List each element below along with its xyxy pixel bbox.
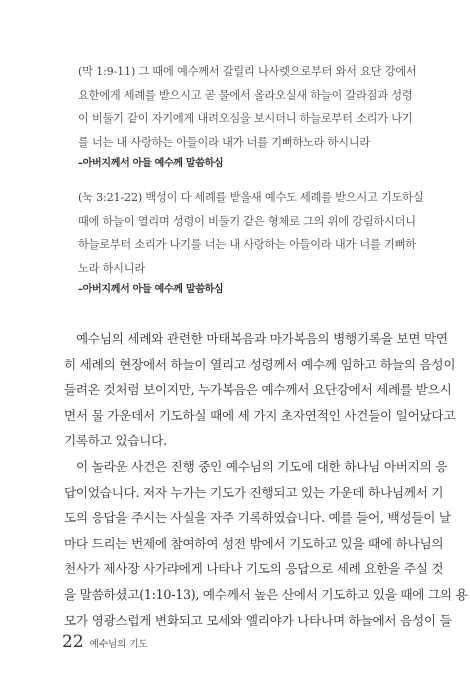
quote-line: 하늘로부터 소리가 나기를 너는 내 사랑하는 아들이라 내가 너를 기뻐하 xyxy=(78,238,416,251)
quote-line: 요한에게 세례를 받으시고 곧 물에서 올라오실새 하늘이 갈라짐과 성령 xyxy=(78,88,413,102)
quote-line: 이 비둘기 같이 자기에게 내려오심을 보시더니 하늘로부터 소리가 나기 xyxy=(78,112,413,125)
body-line: 기록하고 있습니다. xyxy=(64,433,167,449)
quote-attribution: –아버지께서 아들 예수께 말씀하심 xyxy=(78,158,224,169)
quote-line: 노라 하시니라 xyxy=(78,261,145,275)
quote-line: 를 너는 내 사랑하는 아들이라 내가 너를 기뻐하노라 하시니라 xyxy=(78,135,371,149)
body-line: 예수님의 세례와 관련한 마태복음과 마가복음의 병행기록을 보면 막연 xyxy=(76,331,448,346)
quote-attribution: –아버지께서 아들 예수께 말씀하심 xyxy=(78,284,224,295)
scripture-quote-luke xyxy=(78,186,424,300)
quote-line: (막 1:9-11) 그 때에 예수께서 갈릴리 나사렛으로부터 와서 요단 강에서 xyxy=(78,65,417,78)
running-title: 예수님의 기도 xyxy=(89,639,148,650)
body-line: 천사가 제사장 사가랴에게 나타나 기도의 응답으로 세례 요한을 주실 것 xyxy=(64,561,444,577)
scripture-quote-mark xyxy=(78,60,417,174)
page-footer xyxy=(62,632,148,652)
body-line: 도의 응답을 주시는 사실을 자주 기록하였습니다. 예를 들어, 백성들이 날 xyxy=(64,510,451,526)
body-line: 을 말씀하셨고(1:10-13), 예수께서 높은 산에서 기도하고 있을 때에 그의 용 xyxy=(64,586,468,602)
quote-line: 때에 하늘이 열리며 성령이 비둘기 같은 형체로 그의 위에 강림하시더니 xyxy=(78,214,416,228)
quote-line: (눅 3:21-22) 백성이 다 세례를 받을새 예수도 세례를 받으시고 기도하실 xyxy=(78,191,424,204)
body-line: 히 세례의 현장에서 하늘이 열리고 성령께서 예수께 임하고 하늘의 음성이 xyxy=(64,356,456,372)
body-paragraphs xyxy=(64,326,468,633)
body-line: 답이었습니다. 저자 누가는 기도가 진행되고 있는 가운데 하나님께서 기 xyxy=(64,484,444,500)
body-line: 모가 영광스럽게 변화되고 모세와 엘리야가 나타나며 하늘에서 음성이 들 xyxy=(64,612,452,628)
page-number: 22 xyxy=(62,632,84,652)
body-line: 이 놀라운 사건은 진행 중인 예수님의 기도에 대한 하나님 아버지의 응 xyxy=(76,458,448,474)
body-line: 마다 드리는 번제에 참여하여 성전 밖에서 기도하고 있을 때에 하나님의 xyxy=(64,535,444,551)
body-line: 면서 물 가운데서 기도하실 때에 세 가지 초자연적인 사건들이 일어났다고 xyxy=(64,407,456,423)
body-line: 들려온 것처럼 보이지만, 누가복음은 예수께서 요단강에서 세례를 받으시 xyxy=(64,382,452,398)
